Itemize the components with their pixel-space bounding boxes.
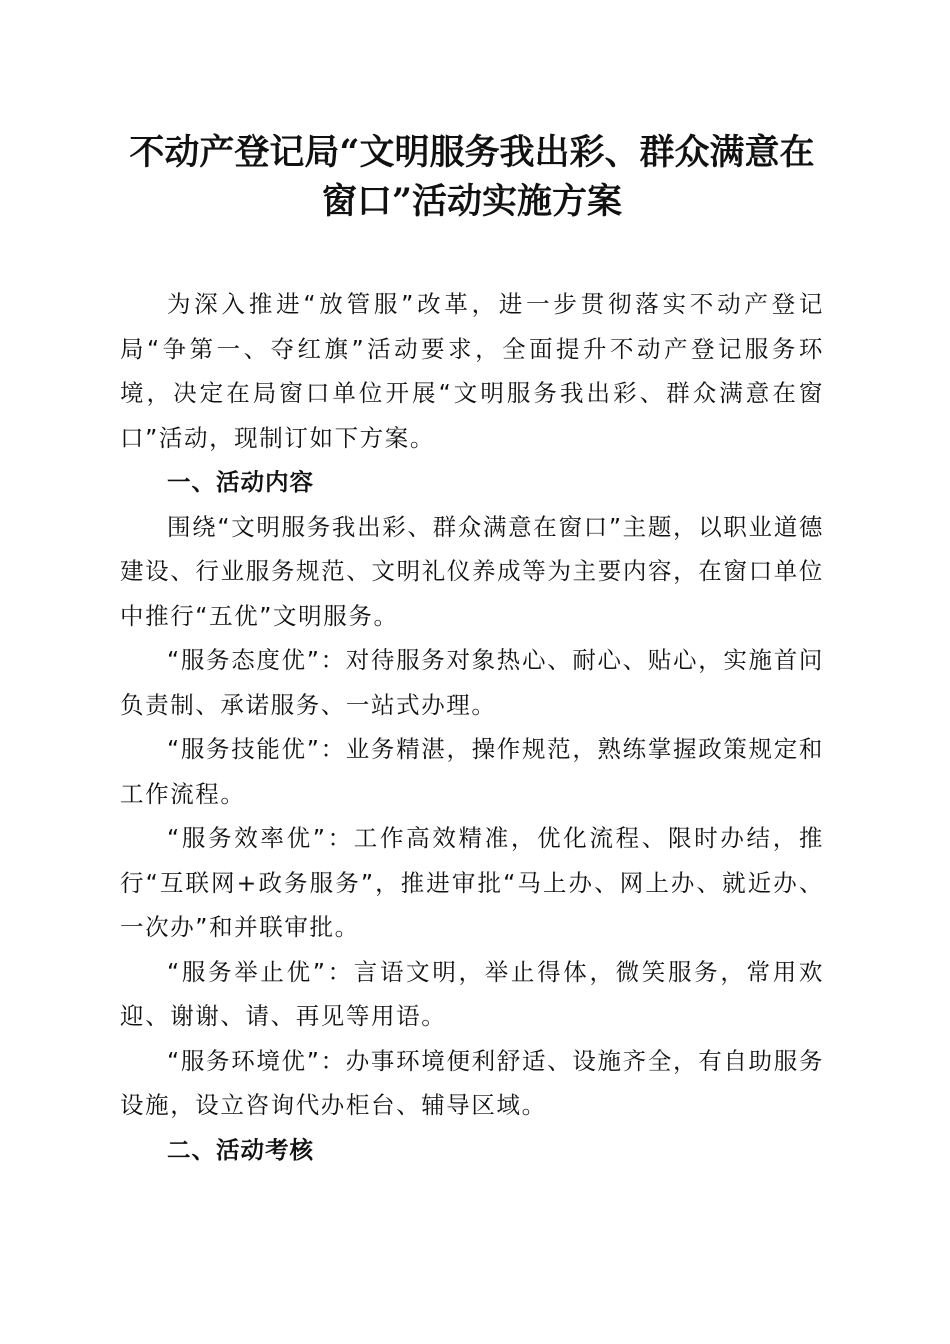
- document-title: [120, 128, 824, 226]
- activity-content-paragraph: 围绕“文明服务我出彩、群众满意在窗口”主题，以职业道德建设、行业服务规范、文明礼仪养成等为主要内容，在窗口单位中推行“五优”文明服务。: [120, 512, 824, 630]
- service-skill-paragraph: “服务技能优”：业务精湛，操作规范，熟练掌握政策规定和工作流程。: [120, 735, 824, 808]
- service-efficiency-paragraph: “服务效率优”：工作高效精准，优化流程、限时办结，推行“互联网+政务服务”，推进审批“马上办、网上办、就近办、一次办”和并联审批。: [120, 824, 824, 941]
- service-manner-paragraph: “服务举止优”：言语文明，举止得体，微笑服务，常用欢迎、谢谢、请、再见等用语。: [120, 957, 824, 1030]
- service-attitude-paragraph: “服务态度优”：对待服务对象热心、耐心、贴心，实施首问负责制、承诺服务、一站式办理。: [120, 646, 824, 719]
- title-line-1: 不动产登记局“文明服务我出彩、群众满意在: [129, 132, 815, 173]
- document-page: [120, 128, 824, 1172]
- section-heading-activity-content: 一、活动内容: [167, 468, 314, 496]
- title-line-2: 窗口”活动实施方案: [321, 181, 623, 222]
- section-heading-activity-assessment: 二、活动考核: [167, 1135, 314, 1164]
- service-environment-paragraph: “服务环境优”：办事环境便利舒适、设施齐全，有自助服务设施，设立咨询代办柜台、辅导区域。: [120, 1046, 824, 1119]
- intro-paragraph: 为深入推进“放管服”改革，进一步贯彻落实不动产登记局“争第一、夺红旗”活动要求，全面提升不动产登记服务环境，决定在局窗口单位开展“文明服务我出彩、群众满意在窗口”活动，现制订如下方案。: [120, 290, 824, 452]
